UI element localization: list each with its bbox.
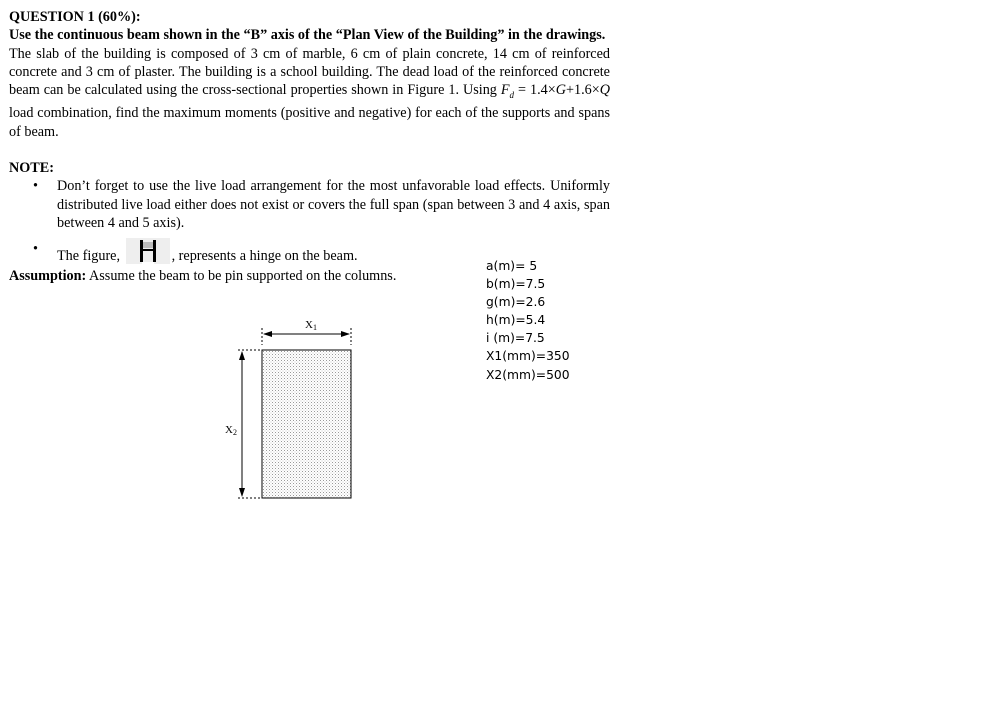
hinge-icon [126,238,170,264]
note-heading: NOTE: [9,159,54,176]
param-i: i (m)=7.5 [486,331,545,346]
note-item-text-pre: The figure, [57,248,124,265]
param-g: g(m)=2.6 [486,295,546,310]
formula-f-sub: d [509,90,515,101]
bullet-icon: • [33,241,38,258]
question-document [9,8,610,285]
formula-f: F [500,82,510,99]
beam-cross-section-figure [218,312,368,512]
question-paragraph [9,45,610,141]
formula-g: G [555,82,566,99]
x1-label: X1 [305,319,317,332]
formula-mid: +1.6× [566,82,600,99]
assumption-label: Assumption: [9,268,87,285]
note-item-live-load [9,177,610,232]
bullet-icon: • [33,178,38,195]
question-title: QUESTION 1 (60%): [9,9,141,25]
paragraph-text-2: load combination, find the maximum moments (positive and negative) for each of the supports and spans of beam. [9,105,610,140]
param-a: a(m)= 5 [486,259,538,273]
x2-label: X2 [225,424,237,437]
assumption-text: Assume the beam to be pin supported on the columns. [86,268,397,285]
param-x1: X1(mm)=350 [486,349,570,364]
note-item-text-post: , represents a hinge on the beam. [171,248,358,265]
param-h: h(m)=5.4 [486,313,546,328]
formula-q: Q [599,82,610,99]
beam-section-rect [262,350,351,498]
note-item-text: Don’t forget to use the live load arrangement for the most unfavorable load effects. Uniformly distributed live load either does not exist or covers the full span (span between 3 and 4 axis, span between 4 and 5 axis). [57,178,610,231]
question-instruction: Use the continuous beam shown in the “B” axis of the “Plan View of the Building” in the drawings. [9,27,606,44]
parameter-list [486,257,570,384]
note-list [9,177,610,267]
formula-eq: = 1.4× [514,82,556,99]
paragraph-text-1: The slab of the building is composed of 3 cm of marble, 6 cm of plain concrete, 14 cm of reinforced concrete and 3 cm of plaster. The building is a school building. The dead load of the reinforced concrete beam can be calculated using the cross-sectional properties shown in Figure 1. Using [9,45,610,99]
param-x2: X2(mm)=500 [486,367,570,382]
param-b: b(m)=7.5 [486,277,546,292]
